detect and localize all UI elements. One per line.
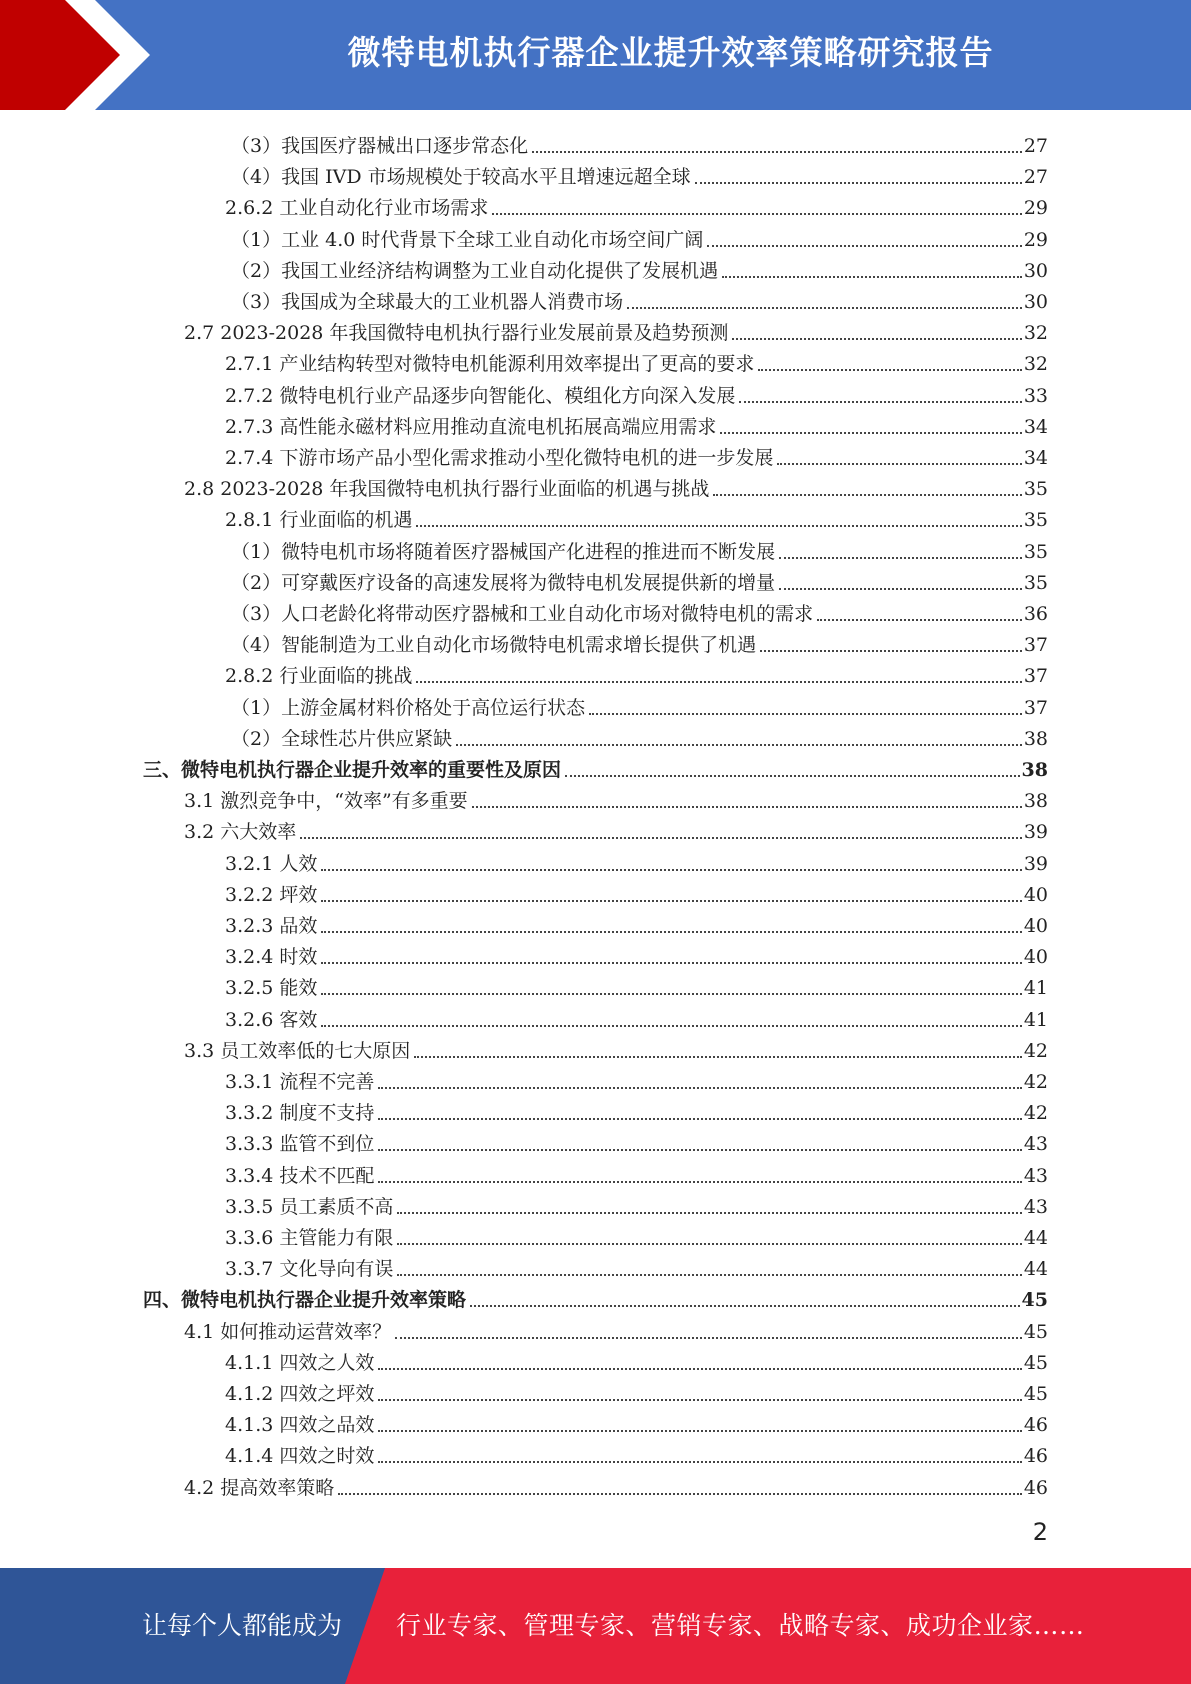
toc-entry[interactable] bbox=[225, 345, 1048, 376]
toc-dot-leader bbox=[321, 900, 1021, 902]
toc-dot-leader bbox=[338, 1493, 1022, 1495]
toc-dot-leader bbox=[378, 1461, 1021, 1463]
toc-dot-leader bbox=[732, 338, 1021, 340]
toc-entry-page: 46 bbox=[1023, 1476, 1048, 1499]
toc-entry-page: 46 bbox=[1023, 1445, 1048, 1468]
toc-entry-label: （4）我国 IVD 市场规模处于较高水平且增速远超全球 bbox=[231, 166, 691, 189]
toc-entry[interactable] bbox=[225, 657, 1048, 688]
toc-entry-label: 四、微特电机执行器企业提升效率策略 bbox=[143, 1289, 467, 1312]
toc-entry-label: （2）全球性芯片供应紧缺 bbox=[231, 727, 453, 750]
toc-entry-page: 37 bbox=[1023, 696, 1048, 719]
toc-entry[interactable] bbox=[231, 283, 1048, 314]
toc-entry-label: 3.3.4 技术不匹配 bbox=[225, 1164, 375, 1187]
toc-entry-page: 32 bbox=[1023, 353, 1048, 376]
toc-entry-label: 4.1 如何推动运营效率？ bbox=[184, 1320, 392, 1343]
toc-entry-label: 2.7.3 高性能永磁材料应用推动直流电机拓展高端应用需求 bbox=[225, 415, 717, 438]
toc-entry-page: 41 bbox=[1023, 1008, 1048, 1031]
toc-entry[interactable] bbox=[231, 626, 1048, 657]
toc-entry-label: 3.3.7 文化导向有误 bbox=[225, 1258, 394, 1281]
footer-slogan-right: 行业专家、管理专家、营销专家、战略专家、成功企业家…… bbox=[396, 1611, 1085, 1640]
toc-entry-label: 2.8.1 行业面临的机遇 bbox=[225, 509, 413, 532]
toc-entry[interactable] bbox=[143, 1281, 1048, 1312]
toc-entry-label: 3.2.3 品效 bbox=[225, 915, 318, 937]
toc-entry-page: 42 bbox=[1023, 1102, 1048, 1125]
toc-entry[interactable] bbox=[231, 720, 1048, 751]
toc-dot-leader bbox=[397, 1274, 1021, 1276]
toc-entry[interactable] bbox=[225, 439, 1048, 470]
toc-entry[interactable] bbox=[225, 845, 1048, 876]
toc-entry-page: 32 bbox=[1023, 322, 1048, 345]
toc-entry-label: 4.1.2 四效之坪效 bbox=[225, 1383, 375, 1405]
toc-entry-page: 29 bbox=[1023, 228, 1048, 251]
toc-dot-leader bbox=[707, 245, 1021, 247]
toc-dot-leader bbox=[720, 432, 1021, 434]
toc-entry-label: （2）可穿戴医疗设备的高速发展将为微特电机发展提供新的增量 bbox=[231, 571, 776, 594]
toc-entry-page: 42 bbox=[1023, 1071, 1048, 1093]
toc-dot-leader bbox=[760, 650, 1022, 652]
report-title: 微特电机执行器企业提升效率策略研究报告 bbox=[347, 33, 994, 72]
toc-entry-page: 40 bbox=[1023, 946, 1048, 969]
toc-dot-leader bbox=[321, 869, 1021, 871]
toc-dot-leader bbox=[532, 151, 1022, 153]
toc-entry[interactable] bbox=[143, 751, 1048, 782]
toc-dot-leader bbox=[378, 1399, 1021, 1401]
toc-dot-leader bbox=[321, 1025, 1021, 1027]
toc-dot-leader bbox=[378, 1118, 1021, 1120]
toc-entry-label: 4.1.4 四效之时效 bbox=[225, 1445, 375, 1468]
toc-entry-page: 37 bbox=[1023, 665, 1048, 688]
toc-entry-page: 35 bbox=[1023, 478, 1048, 501]
toc-entry-page: 30 bbox=[1023, 291, 1048, 313]
toc-entry-label: （1）工业 4.0 时代背景下全球工业自动化市场空间广阔 bbox=[231, 228, 704, 251]
toc-entry[interactable] bbox=[225, 1344, 1048, 1375]
toc-dot-leader bbox=[416, 681, 1021, 683]
toc-entry-page: 43 bbox=[1023, 1195, 1048, 1218]
toc-entry-page: 30 bbox=[1023, 259, 1048, 282]
toc-entry-page: 37 bbox=[1023, 634, 1048, 657]
toc-entry-label: （3）我国成为全球最大的工业机器人消费市场 bbox=[231, 291, 624, 313]
toc-entry[interactable] bbox=[231, 158, 1048, 189]
toc-dot-leader bbox=[397, 1243, 1021, 1245]
toc-entry[interactable] bbox=[184, 813, 1048, 844]
toc-entry[interactable] bbox=[225, 938, 1048, 969]
toc-entry-label: 3.2.6 客效 bbox=[225, 1008, 318, 1031]
toc-entry[interactable] bbox=[231, 595, 1048, 626]
toc-dot-leader bbox=[321, 931, 1021, 933]
toc-entry-page: 27 bbox=[1023, 135, 1048, 157]
toc-entry-page: 34 bbox=[1023, 447, 1048, 469]
toc-entry-page: 44 bbox=[1023, 1258, 1048, 1281]
toc-entry-label: 2.8 2023-2028 年我国微特电机执行器行业面临的机遇与挑战 bbox=[184, 478, 710, 501]
toc-entry-label: 3.3.1 流程不完善 bbox=[225, 1071, 375, 1093]
toc-dot-leader bbox=[395, 1337, 1022, 1339]
toc-dot-leader bbox=[695, 182, 1022, 184]
toc-entry-page: 34 bbox=[1023, 415, 1048, 438]
toc-entry[interactable] bbox=[184, 1469, 1048, 1500]
toc-entry-page: 43 bbox=[1023, 1133, 1048, 1156]
toc-entry-page: 35 bbox=[1023, 509, 1048, 532]
toc-entry-label: 3.3.2 制度不支持 bbox=[225, 1102, 375, 1125]
toc-dot-leader bbox=[779, 588, 1022, 590]
toc-dot-leader bbox=[416, 525, 1021, 527]
toc-entry-label: 3.2 六大效率 bbox=[184, 821, 297, 844]
toc-entry-page: 27 bbox=[1023, 166, 1048, 189]
toc-entry-label: 3.3 员工效率低的七大原因 bbox=[184, 1039, 411, 1062]
toc-dot-leader bbox=[627, 307, 1022, 309]
toc-entry-label: （1）上游金属材料价格处于高位运行状态 bbox=[231, 696, 586, 719]
toc-entry[interactable] bbox=[225, 1219, 1048, 1250]
toc-entry-page: 40 bbox=[1023, 915, 1048, 937]
toc-entry-label: 2.6.2 工业自动化行业市场需求 bbox=[225, 197, 489, 220]
toc-dot-leader bbox=[470, 1305, 1020, 1307]
toc-entry-label: （3）人口老龄化将带动医疗器械和工业自动化市场对微特电机的需求 bbox=[231, 603, 814, 625]
toc-entry-label: 2.7.2 微特电机行业产品逐步向智能化、模组化方向深入发展 bbox=[225, 384, 736, 407]
toc-entry-page: 33 bbox=[1023, 384, 1048, 407]
toc-dot-leader bbox=[378, 1149, 1021, 1151]
toc-entry-page: 45 bbox=[1023, 1320, 1048, 1343]
toc-entry[interactable] bbox=[231, 533, 1048, 564]
toc-dot-leader bbox=[378, 1430, 1021, 1432]
toc-entry-label: 3.2.5 能效 bbox=[225, 977, 318, 1000]
toc-dot-leader bbox=[378, 1368, 1021, 1370]
page-number: 2 bbox=[1032, 1518, 1048, 1546]
toc-entry-page: 35 bbox=[1023, 571, 1048, 594]
toc-entry-page: 43 bbox=[1023, 1164, 1048, 1187]
toc-entry[interactable] bbox=[225, 907, 1048, 938]
toc-entry-page: 36 bbox=[1023, 603, 1048, 625]
toc-dot-leader bbox=[817, 619, 1022, 621]
toc-entry[interactable] bbox=[225, 969, 1048, 1000]
toc-entry-page: 42 bbox=[1023, 1039, 1048, 1062]
toc-entry-page: 39 bbox=[1023, 821, 1048, 844]
toc-dot-leader bbox=[321, 962, 1021, 964]
toc-entry[interactable] bbox=[231, 252, 1048, 283]
toc-entry-page: 45 bbox=[1023, 1351, 1048, 1374]
toc-dot-leader bbox=[589, 713, 1022, 715]
toc-dot-leader bbox=[713, 494, 1021, 496]
toc-dot-leader bbox=[565, 775, 1020, 777]
toc-entry-label: （2）我国工业经济结构调整为工业自动化提供了发展机遇 bbox=[231, 259, 719, 282]
toc-dot-leader bbox=[378, 1181, 1021, 1183]
toc-dot-leader bbox=[456, 744, 1022, 746]
toc-entry[interactable] bbox=[231, 127, 1048, 158]
footer-slogan-left: 让每个人都能成为 bbox=[142, 1611, 343, 1640]
toc-dot-leader bbox=[378, 1087, 1021, 1089]
toc-entry-label: 4.2 提高效率策略 bbox=[184, 1476, 335, 1499]
toc-entry-page: 46 bbox=[1023, 1414, 1048, 1437]
toc-entry-label: 3.2.1 人效 bbox=[225, 852, 318, 875]
toc-dot-leader bbox=[777, 463, 1021, 465]
toc-entry[interactable] bbox=[225, 408, 1048, 439]
toc-entry-page: 38 bbox=[1023, 790, 1048, 813]
toc-entry-label: 3.2.2 坪效 bbox=[225, 883, 318, 906]
toc-dot-leader bbox=[321, 993, 1021, 995]
toc-entry-label: （4）智能制造为工业自动化市场微特电机需求增长提供了机遇 bbox=[231, 634, 757, 657]
toc-entry[interactable] bbox=[184, 1032, 1048, 1063]
toc-dot-leader bbox=[397, 1212, 1021, 1214]
toc-entry[interactable] bbox=[225, 1157, 1048, 1188]
toc-entry[interactable] bbox=[225, 189, 1048, 220]
toc-entry[interactable] bbox=[184, 470, 1048, 501]
toc-entry[interactable] bbox=[184, 314, 1048, 345]
toc-entry-label: 3.2.4 时效 bbox=[225, 946, 318, 969]
toc-dot-leader bbox=[472, 806, 1022, 808]
toc-entry[interactable] bbox=[225, 501, 1048, 532]
toc-entry-label: （1）微特电机市场将随着医疗器械国产化进程的推进而不断发展 bbox=[231, 540, 776, 563]
toc-entry[interactable] bbox=[231, 564, 1048, 595]
toc-entry-label: 3.3.5 员工素质不高 bbox=[225, 1195, 394, 1218]
toc-entry-label: 三、微特电机执行器企业提升效率的重要性及原因 bbox=[143, 759, 562, 781]
toc-entry[interactable] bbox=[225, 1188, 1048, 1219]
toc-dot-leader bbox=[779, 557, 1022, 559]
toc-entry[interactable] bbox=[225, 1406, 1048, 1437]
page-footer bbox=[0, 1568, 1191, 1684]
toc-entry-label: 2.7.4 下游市场产品小型化需求推动小型化微特电机的进一步发展 bbox=[225, 447, 774, 469]
toc-entry-label: 4.1.1 四效之人效 bbox=[225, 1351, 375, 1374]
toc-entry-label: （3）我国医疗器械出口逐步常态化 bbox=[231, 135, 529, 157]
toc-entry-label: 2.7.1 产业结构转型对微特电机能源利用效率提出了更高的要求 bbox=[225, 353, 755, 376]
toc-entry-label: 3.3.3 监管不到位 bbox=[225, 1133, 375, 1156]
toc-entry-page: 40 bbox=[1023, 883, 1048, 906]
toc-dot-leader bbox=[739, 401, 1021, 403]
toc-entry[interactable] bbox=[225, 1001, 1048, 1032]
toc-entry-page: 38 bbox=[1021, 759, 1048, 781]
toc-entry[interactable] bbox=[184, 782, 1048, 813]
page-header bbox=[0, 0, 1191, 110]
toc-dot-leader bbox=[758, 369, 1021, 371]
toc-entry-page: 35 bbox=[1023, 540, 1048, 563]
toc-entry-page: 38 bbox=[1023, 727, 1048, 750]
toc-entry-label: 3.1 激烈竞争中，“效率”有多重要 bbox=[184, 790, 468, 813]
toc-entry[interactable] bbox=[225, 1250, 1048, 1281]
toc-entry[interactable] bbox=[225, 1063, 1048, 1094]
toc-entry-page: 41 bbox=[1023, 977, 1048, 1000]
toc-entry-page: 44 bbox=[1023, 1227, 1048, 1249]
toc-entry-page: 45 bbox=[1021, 1289, 1048, 1312]
toc-dot-leader bbox=[492, 213, 1021, 215]
toc-entry[interactable] bbox=[225, 1375, 1048, 1406]
toc-entry[interactable] bbox=[225, 876, 1048, 907]
toc-entry[interactable] bbox=[225, 1437, 1048, 1468]
toc-entry-label: 2.7 2023-2028 年我国微特电机执行器行业发展前景及趋势预测 bbox=[184, 322, 729, 345]
toc-entry[interactable] bbox=[225, 1125, 1048, 1156]
toc-dot-leader bbox=[414, 1056, 1022, 1058]
toc-entry-label: 4.1.3 四效之品效 bbox=[225, 1414, 375, 1437]
toc-dot-leader bbox=[722, 276, 1022, 278]
toc-entry[interactable] bbox=[231, 689, 1048, 720]
toc-entry[interactable] bbox=[225, 377, 1048, 408]
toc-entry-page: 45 bbox=[1023, 1383, 1048, 1405]
toc-entry-label: 3.3.6 主管能力有限 bbox=[225, 1227, 394, 1249]
toc-entry-page: 29 bbox=[1023, 197, 1048, 220]
toc-entry[interactable] bbox=[184, 1313, 1048, 1344]
toc-entry[interactable] bbox=[231, 221, 1048, 252]
toc-entry-page: 39 bbox=[1023, 852, 1048, 875]
toc-entry-label: 2.8.2 行业面临的挑战 bbox=[225, 665, 413, 688]
toc-dot-leader bbox=[300, 837, 1022, 839]
toc-entry[interactable] bbox=[225, 1094, 1048, 1125]
